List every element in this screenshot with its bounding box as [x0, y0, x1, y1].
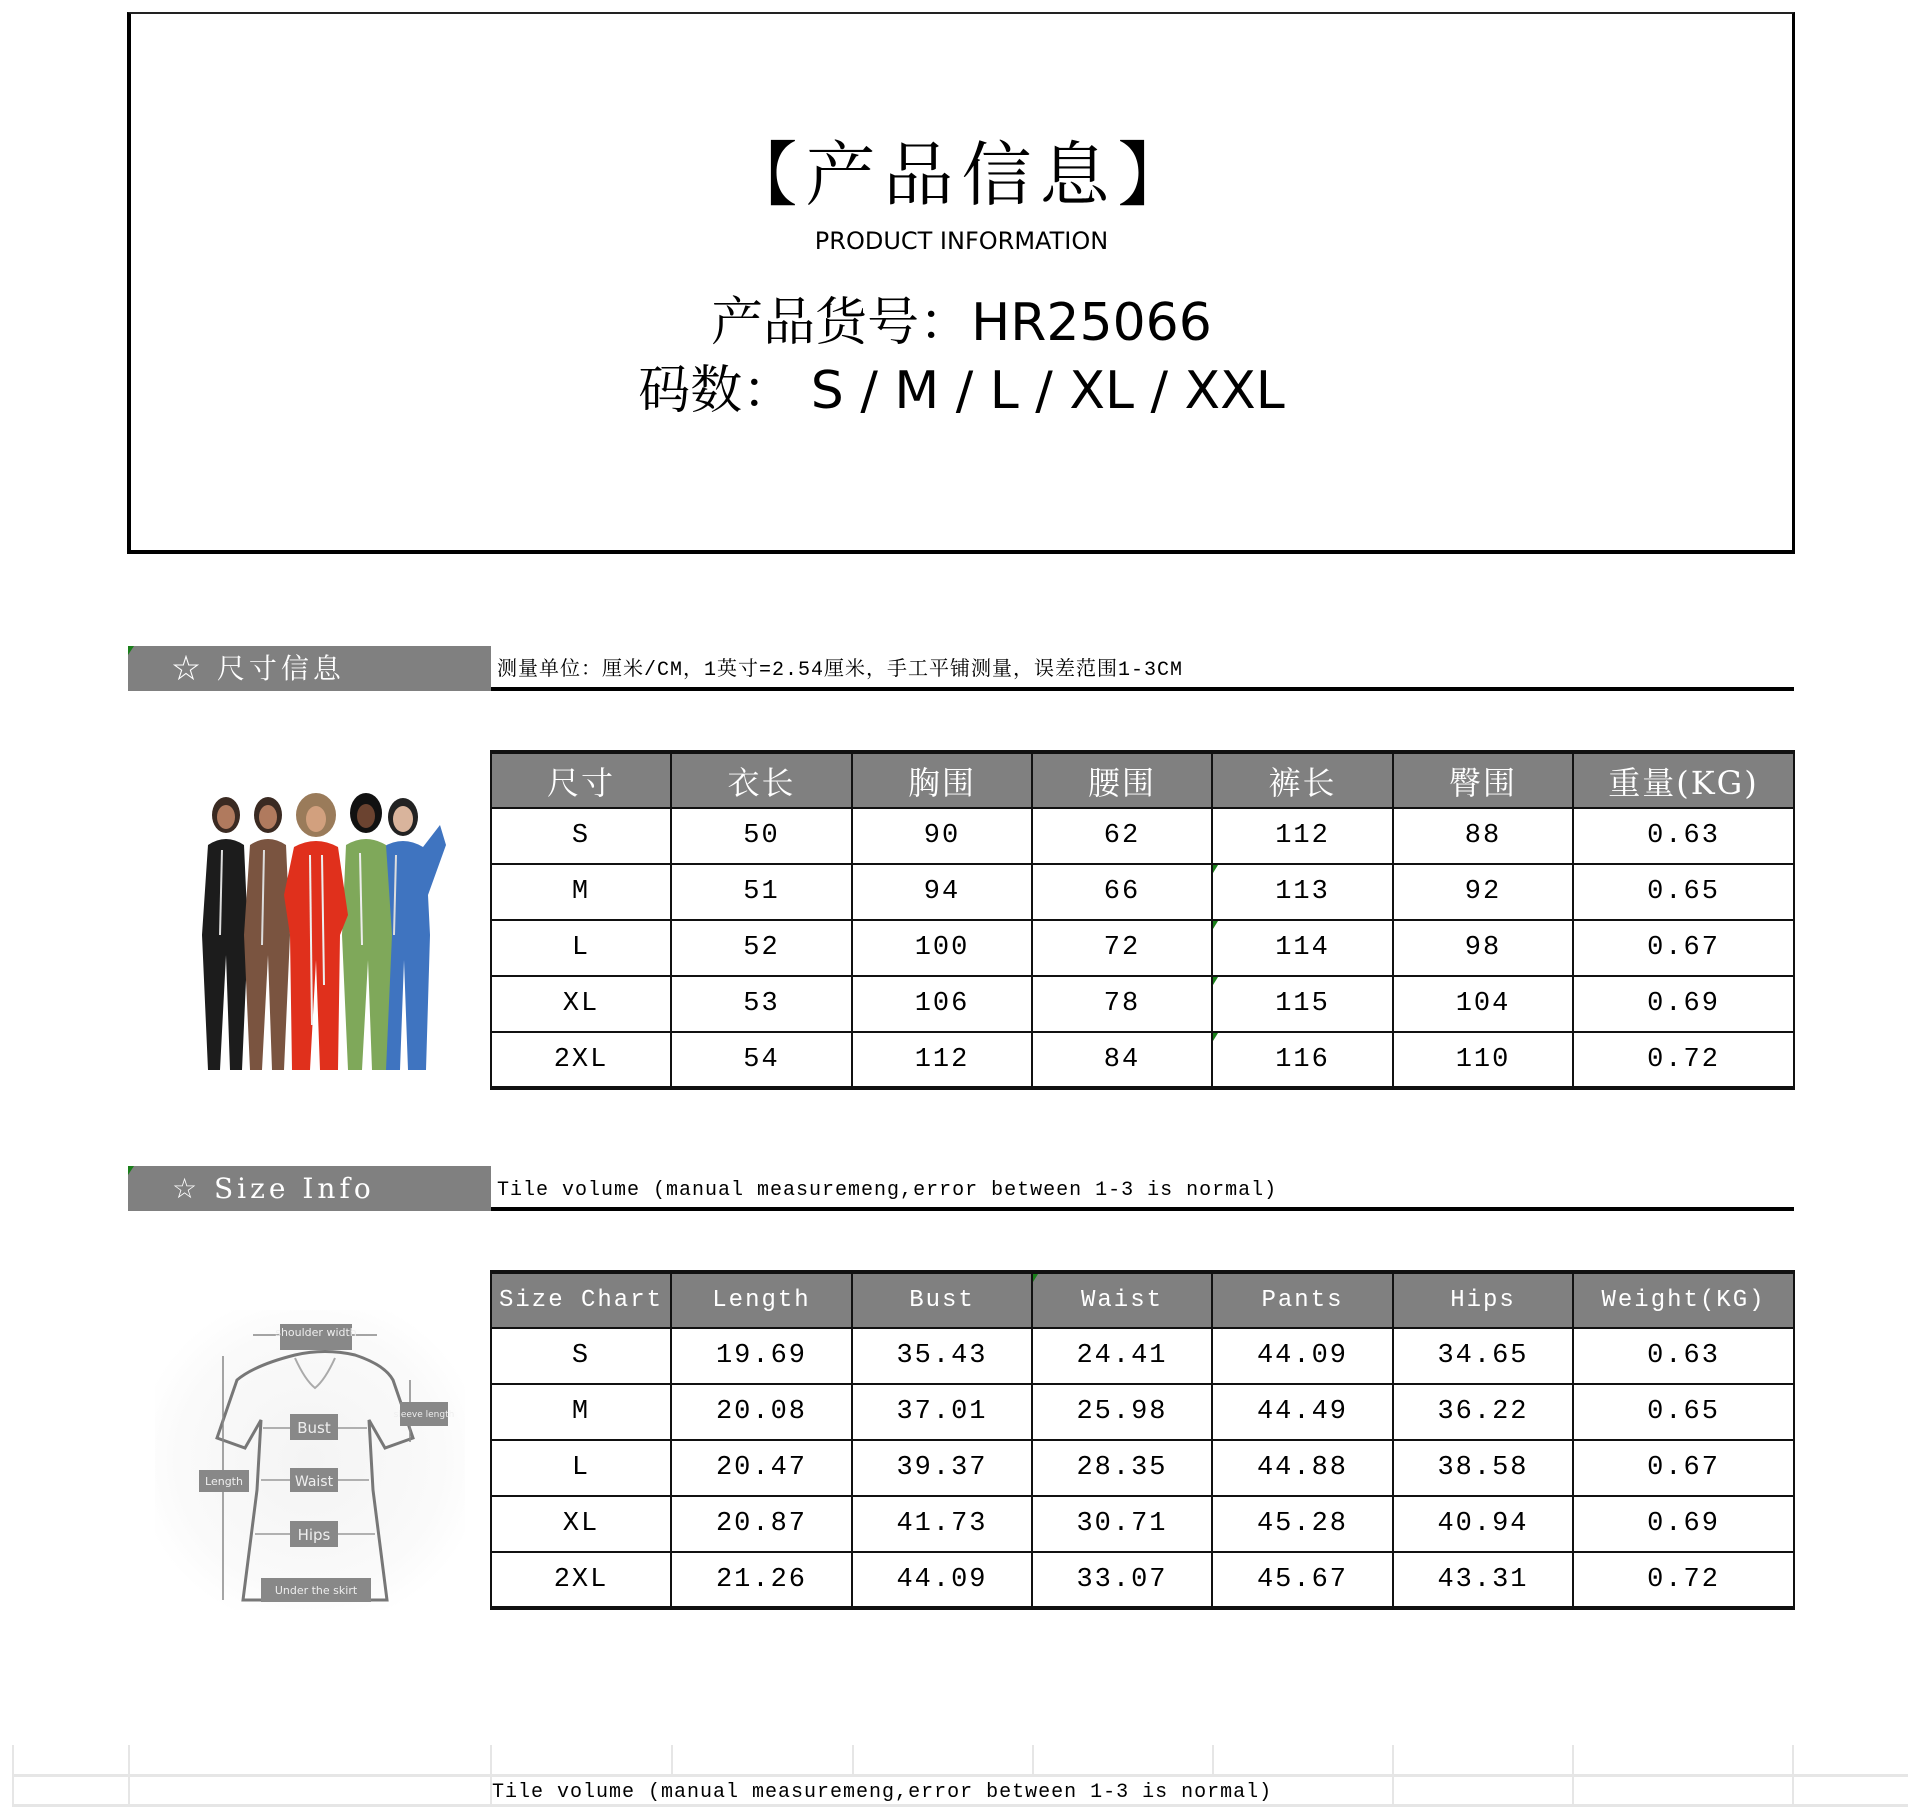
header-size: Size Chart: [491, 1272, 671, 1328]
section-header-size-info-en: [128, 1166, 491, 1211]
header-hips: Hips: [1393, 1272, 1573, 1328]
table-row: [491, 864, 1794, 920]
product-info-title: 【产品信息】: [727, 134, 1196, 216]
cell-length: 51: [671, 864, 852, 920]
models-photo: [178, 785, 448, 1075]
product-info-subtitle: PRODUCT INFORMATION: [814, 227, 1109, 255]
cell-length: 52: [671, 920, 852, 976]
label-hips: Hips: [297, 1526, 331, 1544]
table-row: [491, 1328, 1794, 1384]
cell-size: L: [491, 1440, 671, 1496]
cell-weight: 0.69: [1573, 1496, 1794, 1552]
cell-value: 116: [1275, 1044, 1330, 1075]
cell-hips: 38.58: [1393, 1440, 1573, 1496]
header-weight: 重量(KG): [1573, 752, 1794, 808]
cell-bust: 90: [852, 808, 1032, 864]
gridline: [1572, 1745, 1574, 1806]
cell-weight: 0.67: [1573, 920, 1794, 976]
label-waist: Waist: [294, 1474, 334, 1490]
cell-waist: 72: [1032, 920, 1212, 976]
label-hem: Under the skirt: [274, 1584, 358, 1597]
cell-waist: 25.98: [1032, 1384, 1212, 1440]
cell-length: 53: [671, 976, 852, 1032]
cell-length: 50: [671, 808, 852, 864]
cell-pants: [1212, 920, 1393, 976]
cell-hips: 43.31: [1393, 1552, 1573, 1608]
cell-hips: 36.22: [1393, 1384, 1573, 1440]
header-waist: 腰围: [1032, 752, 1212, 808]
cell-waist: 28.35: [1032, 1440, 1212, 1496]
cell-size: M: [491, 864, 671, 920]
model-red: [284, 793, 348, 1070]
cell-length: 21.26: [671, 1552, 852, 1608]
section-header-size-info-cn: [128, 646, 491, 691]
cell-length: 19.69: [671, 1328, 852, 1384]
label-shoulder: shoulder width: [275, 1326, 357, 1339]
table-row: [491, 1440, 1794, 1496]
gridline: [1212, 1745, 1214, 1775]
cell-hips: 34.65: [1393, 1328, 1573, 1384]
model-brown: [244, 797, 290, 1070]
cell-hips: 88: [1393, 808, 1573, 864]
cell-waist: 30.71: [1032, 1496, 1212, 1552]
header-pants: 裤长: [1212, 752, 1393, 808]
header-bust: Bust: [852, 1272, 1032, 1328]
cell-size: S: [491, 1328, 671, 1384]
table-row: [491, 976, 1794, 1032]
cell-size: M: [491, 1384, 671, 1440]
table-header-row: [491, 1272, 1794, 1328]
comment-marker-icon: [1213, 1033, 1218, 1041]
cell-pants: 112: [1212, 808, 1393, 864]
cell-bust: 94: [852, 864, 1032, 920]
cell-pants: 44.88: [1212, 1440, 1393, 1496]
cell-value: 115: [1275, 989, 1330, 1019]
cell-size: XL: [491, 1496, 671, 1552]
cell-pants: [1212, 976, 1393, 1032]
cell-weight: 0.65: [1573, 864, 1794, 920]
cell-value: 114: [1275, 933, 1330, 963]
label-bust: Bust: [297, 1419, 331, 1437]
cell-bust: 37.01: [852, 1384, 1032, 1440]
gridline: [1392, 1745, 1394, 1806]
header-hips: 臀围: [1393, 752, 1573, 808]
spreadsheet-grid-footer: [12, 1745, 1908, 1813]
cell-pants: 44.09: [1212, 1328, 1393, 1384]
cell-waist: 62: [1032, 808, 1212, 864]
cell-bust: 100: [852, 920, 1032, 976]
gridline: [1792, 1745, 1794, 1806]
size-table-cm: [490, 750, 1795, 1090]
cell-bust: 44.09: [852, 1552, 1032, 1608]
measurement-diagram: [155, 1310, 465, 1610]
table-header-row: [491, 752, 1794, 808]
header-bust: 胸围: [852, 752, 1032, 808]
gridline: [1032, 1745, 1034, 1775]
cell-waist: 24.41: [1032, 1328, 1212, 1384]
comment-marker-icon: [1033, 1274, 1038, 1282]
cell-waist: 78: [1032, 976, 1212, 1032]
table-row: [491, 1496, 1794, 1552]
table-row: [491, 1384, 1794, 1440]
label-sleeve: sleeve length: [393, 1410, 455, 1420]
cell-pants: 44.49: [1212, 1384, 1393, 1440]
label-length: Length: [205, 1475, 243, 1488]
product-info-box: [127, 12, 1795, 554]
cell-waist: 66: [1032, 864, 1212, 920]
model-green: [342, 793, 392, 1070]
measurement-note-en: Tile volume (manual measuremeng,error between 1-3 is normal): [491, 1166, 1794, 1211]
cell-length: 54: [671, 1032, 852, 1088]
cell-hips: 104: [1393, 976, 1573, 1032]
table-row: [491, 1552, 1794, 1608]
cell-length: 20.87: [671, 1496, 852, 1552]
cell-weight: 0.72: [1573, 1552, 1794, 1608]
cell-hips: 110: [1393, 1032, 1573, 1088]
header-length: 衣长: [671, 752, 852, 808]
cell-pants: 45.67: [1212, 1552, 1393, 1608]
comment-marker-icon: [1213, 865, 1218, 873]
cell-weight: 0.72: [1573, 1032, 1794, 1088]
comment-marker-icon: [1213, 977, 1218, 985]
header-label: Waist: [1080, 1287, 1163, 1314]
available-sizes: 码数： S / M / L / XL / XXL: [638, 361, 1285, 421]
product-sku: 产品货号：HR25066: [711, 293, 1212, 353]
measurement-note-cn: 测量单位：厘米/CM，1英寸=2.54厘米，手工平铺测量，误差范围1-3CM: [491, 646, 1794, 691]
cell-weight: 0.63: [1573, 1328, 1794, 1384]
cell-weight: 0.63: [1573, 808, 1794, 864]
cell-hips: 92: [1393, 864, 1573, 920]
cell-weight: 0.65: [1573, 1384, 1794, 1440]
header-size: 尺寸: [491, 752, 671, 808]
cell-size: 2XL: [491, 1032, 671, 1088]
header-pants: Pants: [1212, 1272, 1393, 1328]
gridline: [671, 1745, 673, 1775]
header-weight: Weight(KG): [1573, 1272, 1794, 1328]
comment-marker-icon: [128, 1166, 134, 1175]
gridline: [12, 1745, 14, 1806]
cell-bust: 106: [852, 976, 1032, 1032]
cell-size: XL: [491, 976, 671, 1032]
gridline: [12, 1774, 1908, 1777]
cell-size: L: [491, 920, 671, 976]
model-black: [202, 797, 248, 1070]
cell-bust: 41.73: [852, 1496, 1032, 1552]
cell-length: 20.47: [671, 1440, 852, 1496]
cell-pants: [1212, 1032, 1393, 1088]
comment-marker-icon: [1213, 921, 1218, 929]
footer-note: Tile volume (manual measuremeng,error between 1-3 is normal): [492, 1781, 1273, 1804]
cell-hips: 40.94: [1393, 1496, 1573, 1552]
cell-bust: 112: [852, 1032, 1032, 1088]
cell-size: S: [491, 808, 671, 864]
cell-size: 2XL: [491, 1552, 671, 1608]
header-length: Length: [671, 1272, 852, 1328]
cell-weight: 0.69: [1573, 976, 1794, 1032]
cell-bust: 39.37: [852, 1440, 1032, 1496]
gridline: [128, 1745, 130, 1806]
cell-waist: 33.07: [1032, 1552, 1212, 1608]
cell-hips: 98: [1393, 920, 1573, 976]
cell-value: 113: [1275, 877, 1330, 907]
comment-marker-icon: [128, 646, 134, 655]
size-table-inch: [490, 1270, 1795, 1610]
table-row: [491, 808, 1794, 864]
cell-weight: 0.67: [1573, 1440, 1794, 1496]
cell-length: 20.08: [671, 1384, 852, 1440]
cell-bust: 35.43: [852, 1328, 1032, 1384]
gridline: [852, 1745, 854, 1775]
section-label: ☆ 尺寸信息: [172, 652, 345, 685]
cell-waist: 84: [1032, 1032, 1212, 1088]
table-row: [491, 1032, 1794, 1088]
cell-pants: 45.28: [1212, 1496, 1393, 1552]
table-row: [491, 920, 1794, 976]
cell-pants: [1212, 864, 1393, 920]
section-label: ☆ Size Info: [172, 1172, 375, 1205]
header-waist: [1032, 1272, 1212, 1328]
